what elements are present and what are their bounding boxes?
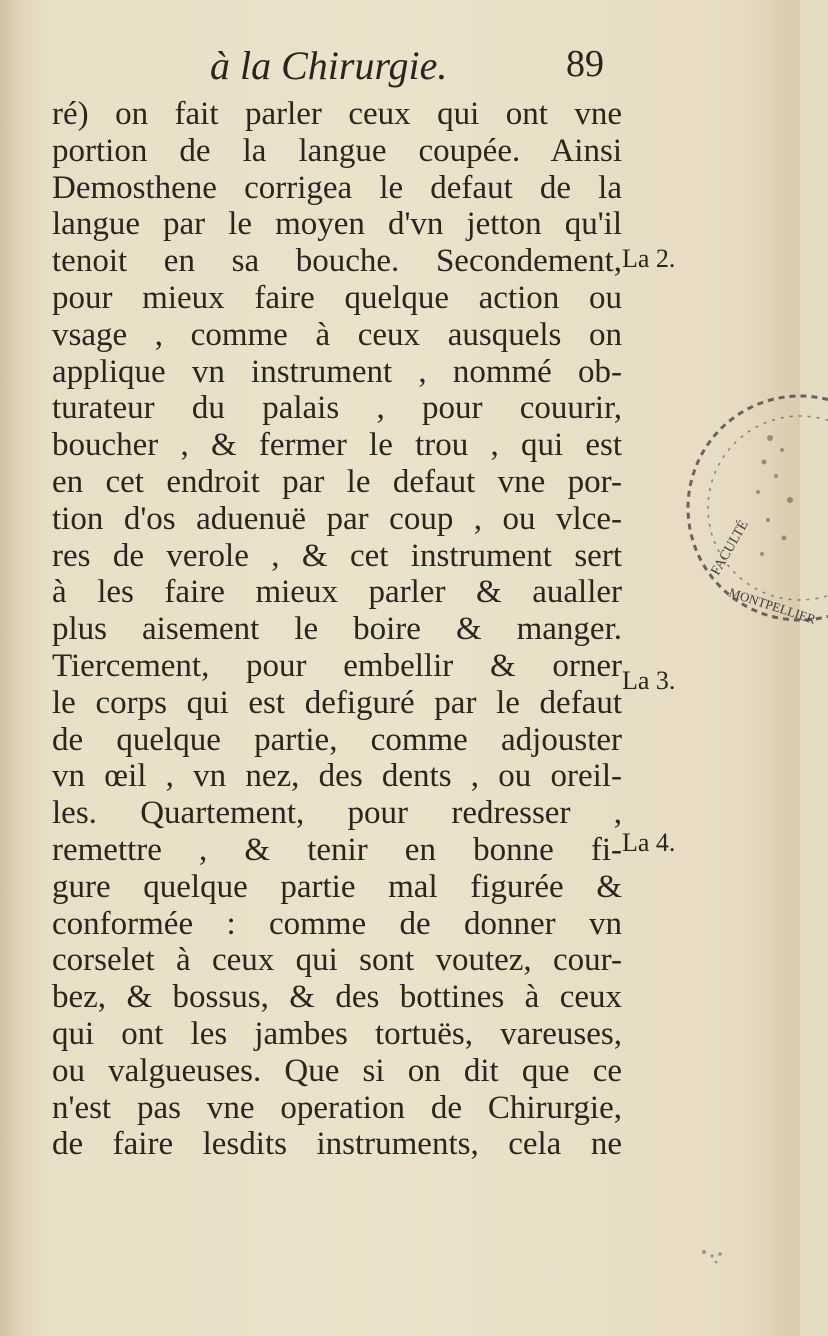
- text-line: à les faire mieux parler & aualler: [52, 574, 622, 611]
- text-line: en cet endroit par le defaut vne por-: [52, 463, 622, 500]
- text-line: de faire lesdits instruments, cela ne: [52, 1126, 622, 1163]
- stamp-text-bottom: MONTPELLIER: [727, 584, 818, 627]
- running-head: [0, 42, 800, 92]
- text-line: res de verole , & cet instrument sert: [52, 537, 622, 574]
- text-line: le corps qui est defiguré par le defaut: [52, 684, 622, 721]
- text-line: tion d'os aduenuë par coup , ou vlce-: [52, 500, 622, 537]
- text-line: langue par le moyen d'vn jetton qu'il: [52, 206, 622, 243]
- text-line: plus aisement le boire & manger.: [52, 611, 622, 648]
- text-line: boucher , & fermer le trou , qui est: [52, 427, 622, 464]
- text-line: qui ont les jambes tortuës, vareuses,: [52, 1015, 622, 1052]
- text-line: les. Quartement, pour redresser ,: [52, 795, 622, 832]
- text-line: Demosthene corrigea le defaut de la: [52, 169, 622, 206]
- margin-note-4: La 4.: [622, 828, 676, 857]
- text-line: n'est pas vne operation de Chirurgie,: [52, 1089, 622, 1126]
- text-line: vsage , comme à ceux ausquels on: [52, 316, 622, 353]
- margin-note-2: La 2.: [622, 244, 676, 273]
- text-line: ré) on fait parler ceux qui ont vne: [52, 96, 622, 132]
- page-gutter: [0, 0, 20, 1336]
- text-line: turateur du palais , pour couurir,: [52, 390, 622, 427]
- text-line: de quelque partie, comme adjouster: [52, 721, 622, 758]
- text-line: gure quelque partie mal figurée &: [52, 868, 622, 905]
- margin-note-3: La 3.: [622, 666, 676, 695]
- text-line: corselet à ceux qui sont voutez, cour-: [52, 942, 622, 979]
- body-text: [52, 96, 622, 1163]
- text-line: pour mieux faire quelque action ou: [52, 279, 622, 316]
- text-line: ou valgueuses. Que si on dit que ce: [52, 1052, 622, 1089]
- text-line: applique vn instrument , nommé ob-: [52, 353, 622, 390]
- text-line: portion de la langue coupée. Ainsi: [52, 132, 622, 169]
- text-line: remettre , & tenir en bonne fi-: [52, 831, 622, 868]
- text-line: Tiercement, pour embellir & orner: [52, 647, 622, 684]
- text-line: tenoit en sa bouche. Secondement,: [52, 243, 622, 280]
- page-number: 89: [566, 43, 604, 85]
- text-line: bez, & bossus, & des bottines à ceux: [52, 979, 622, 1016]
- running-head-title: à la Chirurgie.: [210, 43, 448, 88]
- text-line: vn œil , vn nez, des dents , ou oreil-: [52, 758, 622, 795]
- stamp-text-top: FACULTÉ: [708, 517, 752, 578]
- text-line: conformée : comme de donner vn: [52, 905, 622, 942]
- library-stamp: [678, 390, 828, 630]
- ink-smudge: [694, 1242, 734, 1272]
